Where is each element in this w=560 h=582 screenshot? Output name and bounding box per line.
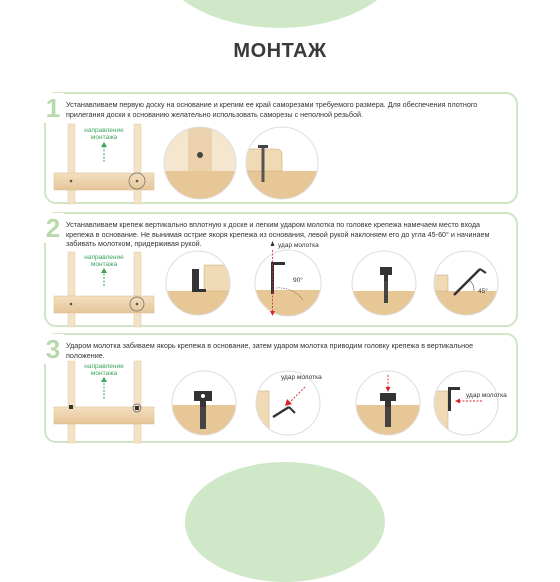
- step-1-panel: [44, 92, 518, 204]
- step-text: Ударом молотка забиваем якорь крепежа в основание, затем ударом молотка приводим головку крепежа в вертикальное положение.: [66, 341, 474, 360]
- layout-diagram: [54, 361, 164, 443]
- direction-label-line2: монтажа: [90, 134, 118, 141]
- angle-90-label: 90°: [293, 277, 303, 284]
- detail-circle-fastener-angled: [352, 251, 416, 315]
- direction-label-line1: направление: [84, 254, 124, 261]
- detail-circle-anchor-driven: [172, 371, 236, 435]
- step-text: Устанавливаем крепеж вертикально вплотную к доске и легким ударом молотка по головке крепежа намечаем место входа крепежа в основание. Не вынимая острие якоря крепежа из основания, левой рукой наклоняем его до угла 45-60° и начинаем забивать молотком, придерживая рукой.: [66, 220, 490, 248]
- detail-circle-hammer-strike-2: [430, 361, 505, 435]
- step-number: 2: [42, 213, 64, 243]
- direction-label-line2: монтажа: [90, 370, 118, 377]
- bottom-decor-blob: [185, 462, 385, 582]
- detail-circle-top-view: [164, 127, 236, 199]
- detail-circle-hammer-strike-1: [251, 361, 326, 435]
- angle-45-label: 45°: [478, 288, 488, 295]
- step-2-panel: [44, 212, 518, 327]
- direction-label-line1: направление: [84, 363, 124, 370]
- step-number: 1: [42, 93, 64, 123]
- layout-diagram: [54, 124, 164, 204]
- step-number: 3: [42, 334, 64, 364]
- detail-circle-fastener-placement: [166, 251, 230, 315]
- hammer-strike-label: удар молотка: [466, 392, 507, 399]
- detail-circle-45-degree: [434, 251, 498, 315]
- direction-label-line2: монтажа: [90, 261, 118, 268]
- detail-circle-screw-section: [246, 127, 318, 199]
- layout-diagram: [54, 252, 164, 327]
- hammer-strike-label: удар молотка: [278, 242, 319, 249]
- hammer-strike-label: удар молотка: [281, 374, 322, 381]
- step-3-panel: [44, 333, 518, 443]
- step-text: Устанавливаем первую доску на основание и крепим ее край саморезами требуемого размера. Для обеспечения плотного прилегания доски к основанию желательно использовать саморезы с неполной резьбой.: [66, 100, 478, 119]
- page-title: МОНТАЖ: [233, 40, 327, 62]
- top-decor-blob: [155, 0, 405, 28]
- detail-circle-anchor-head: [356, 371, 420, 435]
- direction-label-line1: направление: [84, 127, 124, 134]
- detail-circle-90-degree: [251, 238, 326, 318]
